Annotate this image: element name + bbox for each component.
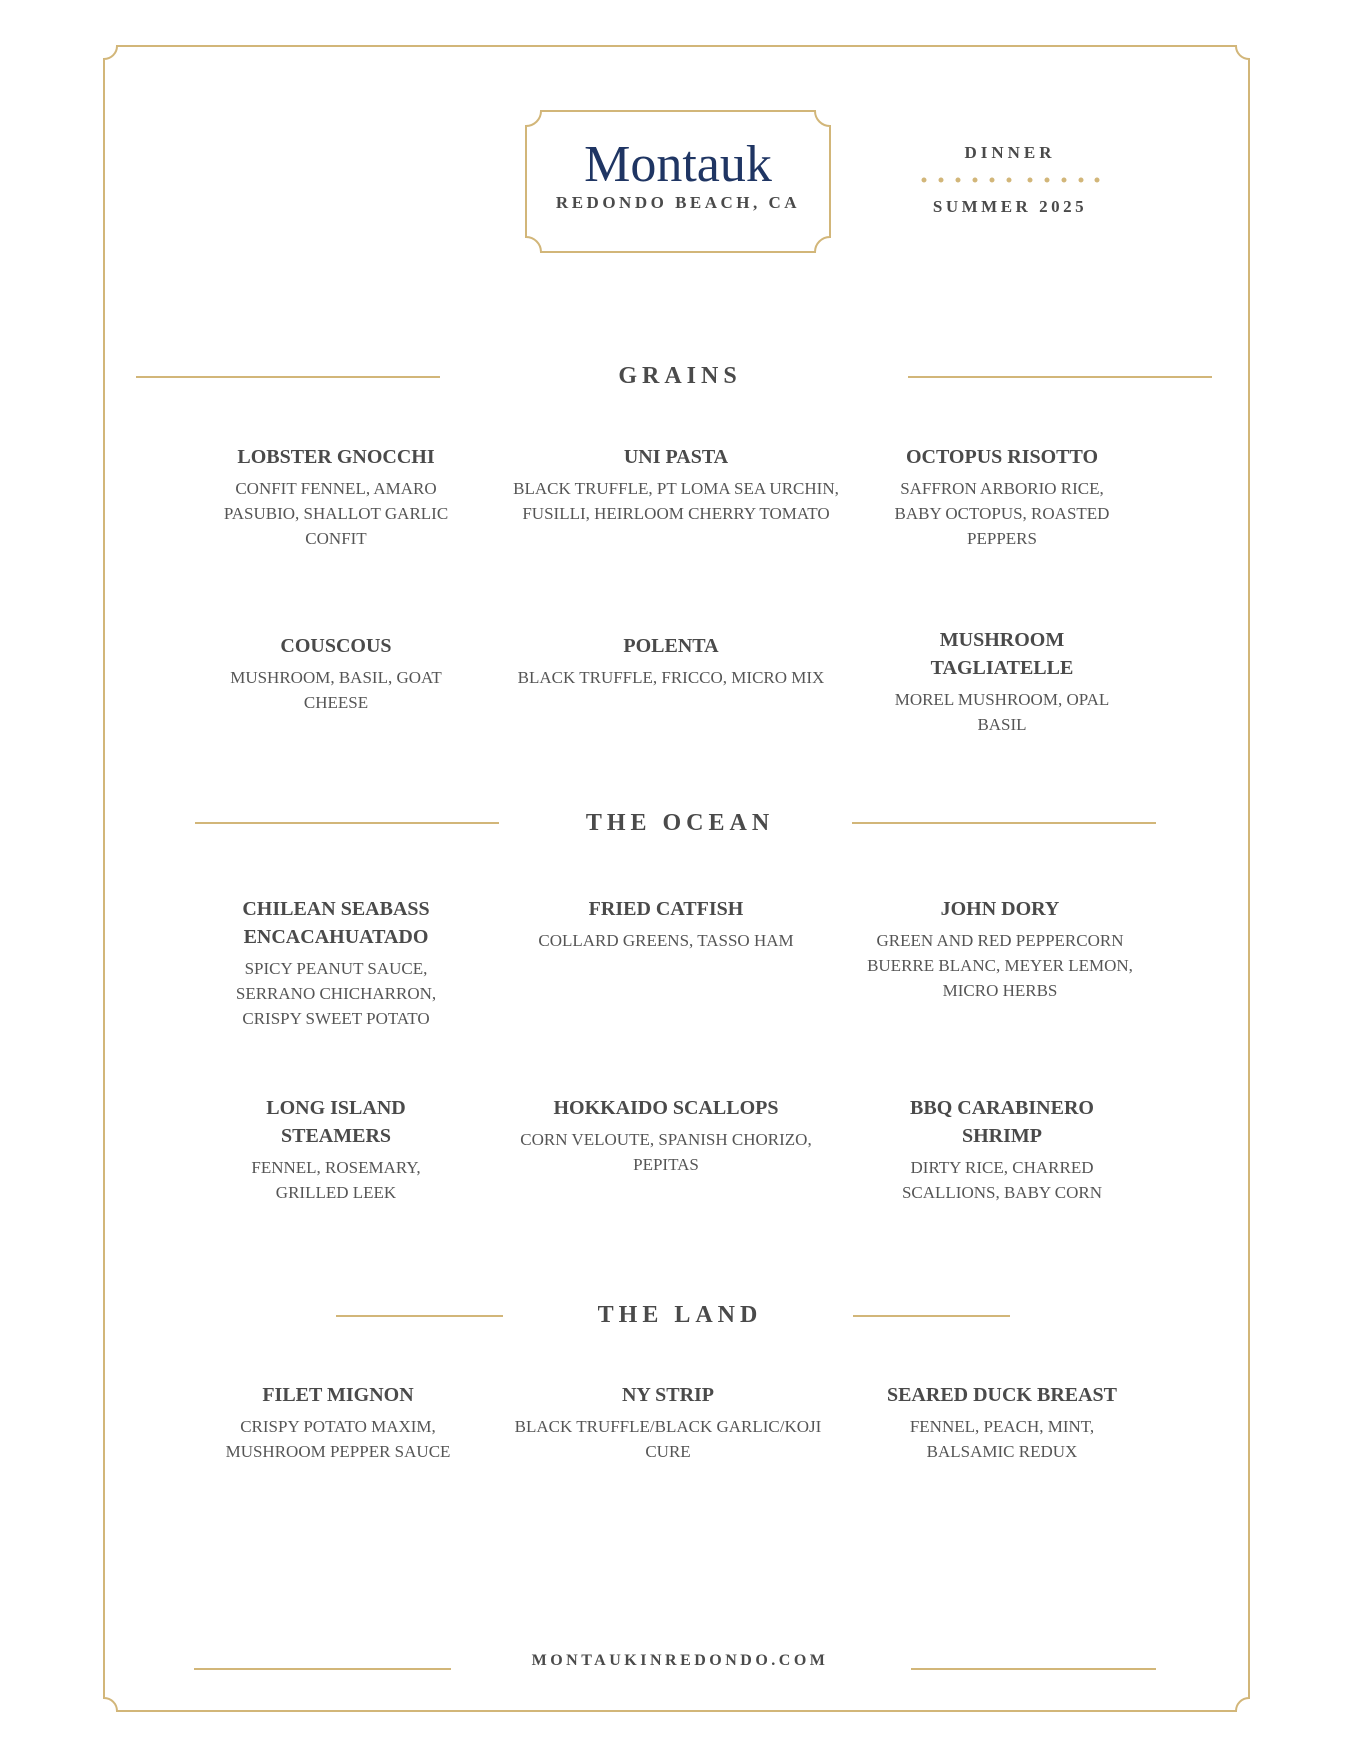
menu-item	[830, 895, 1170, 1003]
item-description: BLACK TRUFFLE, FRICCO, MICRO MIX	[517, 668, 825, 687]
item-name: FRIED CATFISH	[588, 898, 744, 920]
restaurant-name: Montauk	[584, 136, 772, 193]
item-description: CONFIT FENNEL, AMARO PASUBIO, SHALLOT GARLIC CONFIT	[223, 479, 449, 548]
section-rule-right	[853, 1315, 1010, 1317]
website-link[interactable]: MONTAUKINREDONDO.COM	[531, 1652, 829, 1669]
item-name: JOHN DORY	[940, 898, 1060, 920]
item-description: CRISPY POTATO MAXIM, MUSHROOM PEPPER SAUCE	[225, 1417, 451, 1461]
item-description: FENNEL, PEACH, MINT, BALSAMIC REDUX	[909, 1417, 1095, 1461]
item-name: UNI PASTA	[623, 446, 729, 468]
item-name: OCTOPUS RISOTTO	[905, 446, 1099, 468]
menu-item	[166, 1094, 506, 1205]
menu-item	[832, 443, 1172, 551]
menu-item	[832, 626, 1172, 737]
season-label: SUMMER 2025	[932, 197, 1088, 216]
menu-item	[498, 1381, 838, 1464]
item-description: FENNEL, ROSEMARY, GRILLED LEEK	[251, 1158, 421, 1202]
item-description: COLLARD GREENS, TASSO HAM	[538, 931, 794, 950]
item-name: POLENTA	[623, 635, 719, 657]
section-rule-left	[136, 376, 440, 378]
footer-rule-left	[194, 1668, 451, 1670]
menu-item	[166, 895, 506, 1031]
menu-item	[166, 443, 506, 551]
item-description: SPICY PEANUT SAUCE, SERRANO CHICHARRON, CRISPY SWEET POTATO	[235, 959, 437, 1028]
footer-rule-right	[911, 1668, 1156, 1670]
menu-item	[496, 1094, 836, 1177]
item-name: LONG ISLAND STEAMERS	[266, 1097, 406, 1147]
item-description: MOREL MUSHROOM, OPAL BASIL	[894, 690, 1110, 734]
item-name: MUSHROOM TAGLIATELLE	[930, 629, 1074, 679]
menu-item	[832, 1381, 1172, 1464]
item-name: CHILEAN SEABASS ENCACAHUATADO	[242, 898, 430, 948]
dotted-divider	[920, 176, 1100, 184]
logo	[525, 110, 831, 253]
item-description: BLACK TRUFFLE/BLACK GARLIC/KOJI CURE	[514, 1417, 822, 1461]
meal-label: DINNER	[964, 143, 1056, 162]
restaurant-location: REDONDO BEACH, CA	[555, 193, 801, 212]
menu-item	[496, 443, 856, 526]
item-description: SAFFRON ARBORIO RICE, BABY OCTOPUS, ROASTED PEPPERS	[894, 479, 1110, 548]
item-name: NY STRIP	[621, 1384, 715, 1406]
section-rule-right	[908, 376, 1212, 378]
item-description: CORN VELOUTE, SPANISH CHORIZO, PEPITAS	[520, 1130, 812, 1174]
menu-item	[832, 1094, 1172, 1205]
item-name: FILET MIGNON	[262, 1384, 414, 1406]
item-description: DIRTY RICE, CHARRED SCALLIONS, BABY CORN	[901, 1158, 1103, 1202]
menu-item	[168, 1381, 508, 1464]
section-title-grains: GRAINS	[618, 363, 742, 389]
item-name: SEARED DUCK BREAST	[886, 1384, 1118, 1406]
item-name: LOBSTER GNOCCHI	[237, 446, 435, 468]
menu-item	[166, 632, 506, 715]
section-rule-left	[336, 1315, 503, 1317]
menu-item	[496, 632, 846, 690]
item-name: HOKKAIDO SCALLOPS	[553, 1097, 779, 1119]
section-title-ocean: THE OCEAN	[585, 810, 775, 836]
item-description: BLACK TRUFFLE, PT LOMA SEA URCHIN, FUSILLI, HEIRLOOM CHERRY TOMATO	[513, 479, 839, 523]
item-description: GREEN AND RED PEPPERCORN BUERRE BLANC, MEYER LEMON, MICRO HERBS	[867, 931, 1133, 1000]
section-rule-left	[195, 822, 499, 824]
item-description: MUSHROOM, BASIL, GOAT CHEESE	[230, 668, 442, 712]
item-name: COUSCOUS	[280, 635, 392, 657]
section-title-land: THE LAND	[597, 1302, 763, 1328]
item-name: BBQ CARABINERO SHRIMP	[910, 1097, 1094, 1147]
menu-item	[496, 895, 836, 953]
section-rule-right	[852, 822, 1156, 824]
